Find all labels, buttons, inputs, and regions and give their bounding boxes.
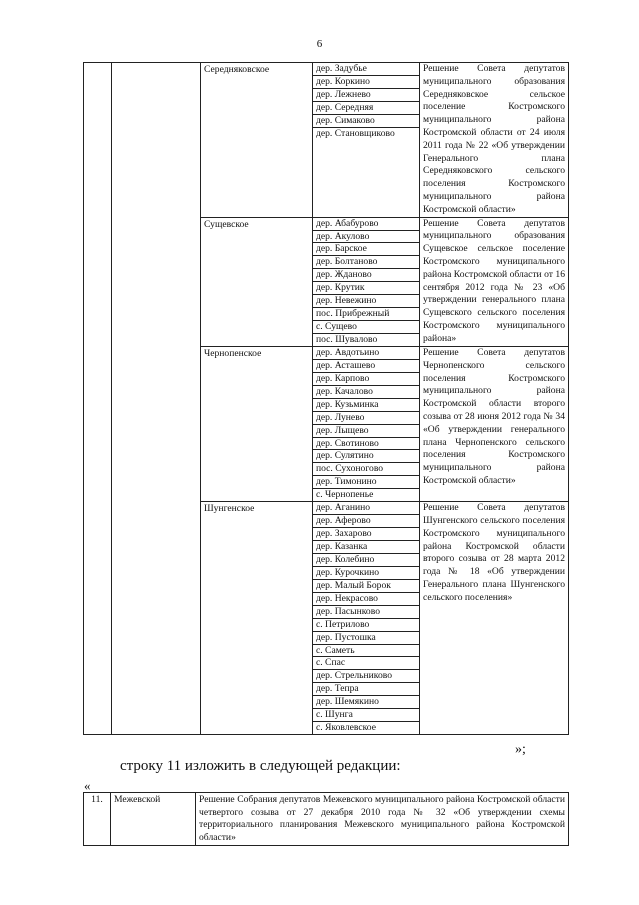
village-item: дер. Крутик	[313, 282, 419, 295]
number-cell	[84, 63, 112, 735]
village-item: дер. Абабурово	[313, 218, 419, 231]
village-item: дер. Карпово	[313, 373, 419, 386]
village-item: дер. Задубье	[313, 63, 419, 76]
settlement-name: Сущевское	[201, 217, 313, 346]
village-item: с. Саметь	[313, 645, 419, 658]
village-item: дер. Середняя	[313, 102, 419, 115]
village-item: дер. Барское	[313, 243, 419, 256]
village-item: дер. Аферово	[313, 515, 419, 528]
village-item: дер. Сулятино	[313, 450, 419, 463]
villages-cell	[313, 217, 420, 346]
village-item: дер. Кузьминка	[313, 399, 419, 412]
village-item: пос. Прибрежный	[313, 308, 419, 321]
row-11-table	[83, 792, 569, 846]
decision-text: Решение Собрания депутатов Межевского муниципального района Костромской области четвертого созыва от 27 декабря 2010 года № 32 «Об утверждении схемы территориального планирования Межевского муниципального района Костромской области»	[196, 793, 569, 846]
village-item: пос. Шувалово	[316, 334, 378, 345]
village-item: с. Сущево	[313, 321, 419, 334]
page-number: 6	[316, 38, 323, 50]
villages-list	[313, 218, 419, 346]
village-item: дер. Стрельниково	[313, 670, 419, 683]
decision-text: Решение Совета депутатов Чернопенского сельского поселения Костромского муниципального района Костромской области второго созыва от 28 июня 2012 года № 34 «Об утверждении генерального плана Чернопенского сельского поселения Костромского муниципального района Костромской области»	[420, 346, 569, 501]
village-item: с. Чернопенье	[316, 489, 374, 501]
row-number: 11.	[84, 793, 111, 846]
district-name: Межевской	[111, 793, 196, 846]
village-item: дер. Аганино	[313, 502, 419, 515]
table-row	[84, 793, 569, 846]
villages-cell	[313, 63, 420, 218]
table-row	[84, 63, 569, 218]
village-item: дер. Становщиково	[316, 127, 395, 139]
village-item: дер. Пустошка	[313, 632, 419, 645]
village-item: дер. Жданово	[313, 269, 419, 282]
villages-list	[313, 347, 419, 501]
settlements-table	[83, 62, 569, 735]
village-item: дер. Невежино	[313, 295, 419, 308]
village-item: с. Яковлевское	[316, 722, 376, 734]
village-item: дер. Качалово	[313, 386, 419, 399]
village-item: дер. Захарово	[313, 528, 419, 541]
decision-text: Решение Совета депутатов муниципального образования Сущевское сельское поселение Костромского муниципального района Костромской области от 16 сентября 2012 года № 23 «Об утверждении генерального плана Сущевского сельского поселения Костромского муниципального района»	[420, 217, 569, 346]
decision-text: Решение Совета депутатов муниципального образования Середняковское сельское поселение Костромского муниципального района Костромской области от 24 июля 2011 года № 22 «Об утверждении Генерального плана Середняковского сельского поселения Костромского муниципального района Костромской области»	[420, 63, 569, 218]
village-item: дер. Казанка	[313, 541, 419, 554]
instruction-text: строку 11 изложить в следующей редакции:	[120, 758, 401, 774]
decision-text: Решение Совета депутатов Шунгенского сельского поселения Костромского муниципального района Костромской области второго созыва от 28 марта 2012 года № 18 «Об утверждении Генерального плана Шунгенского сельского поселения»	[420, 502, 569, 735]
villages-cell	[313, 346, 420, 501]
village-item: дер. Свотиново	[313, 438, 419, 451]
village-item: дер. Курочкино	[313, 567, 419, 580]
village-item: дер. Болтаново	[313, 256, 419, 269]
opening-quote: «	[84, 778, 91, 793]
village-item: дер. Пасынково	[313, 606, 419, 619]
village-item: дер. Лежнево	[313, 89, 419, 102]
villages-list	[313, 502, 419, 734]
village-item: с. Петрилово	[313, 619, 419, 632]
village-item: дер. Тимонино	[313, 476, 419, 489]
village-item: дер. Авдотьино	[313, 347, 419, 360]
village-item: дер. Асташево	[313, 360, 419, 373]
village-item: с. Спас	[313, 657, 419, 670]
village-item: дер. Шемякино	[313, 696, 419, 709]
villages-cell	[313, 502, 420, 735]
village-item: дер. Тепра	[313, 683, 419, 696]
village-item: пос. Сухоногово	[313, 463, 419, 476]
village-item: дер. Малый Борок	[313, 580, 419, 593]
villages-list	[313, 63, 419, 140]
settlement-name: Середняковское	[201, 63, 313, 218]
village-item: дер. Коркино	[313, 76, 419, 89]
village-item: дер. Некрасово	[313, 593, 419, 606]
village-item: дер. Лыщево	[313, 425, 419, 438]
village-item: дер. Колебино	[313, 554, 419, 567]
village-item: дер. Лунево	[313, 412, 419, 425]
village-item: с. Шунга	[313, 709, 419, 722]
settlement-name: Чернопенское	[201, 346, 313, 501]
district-cell	[112, 63, 201, 735]
village-item: дер. Акулово	[313, 231, 419, 244]
settlement-name: Шунгенское	[201, 502, 313, 735]
village-item: дер. Симаково	[313, 115, 419, 128]
closing-quote: »;	[515, 742, 526, 757]
